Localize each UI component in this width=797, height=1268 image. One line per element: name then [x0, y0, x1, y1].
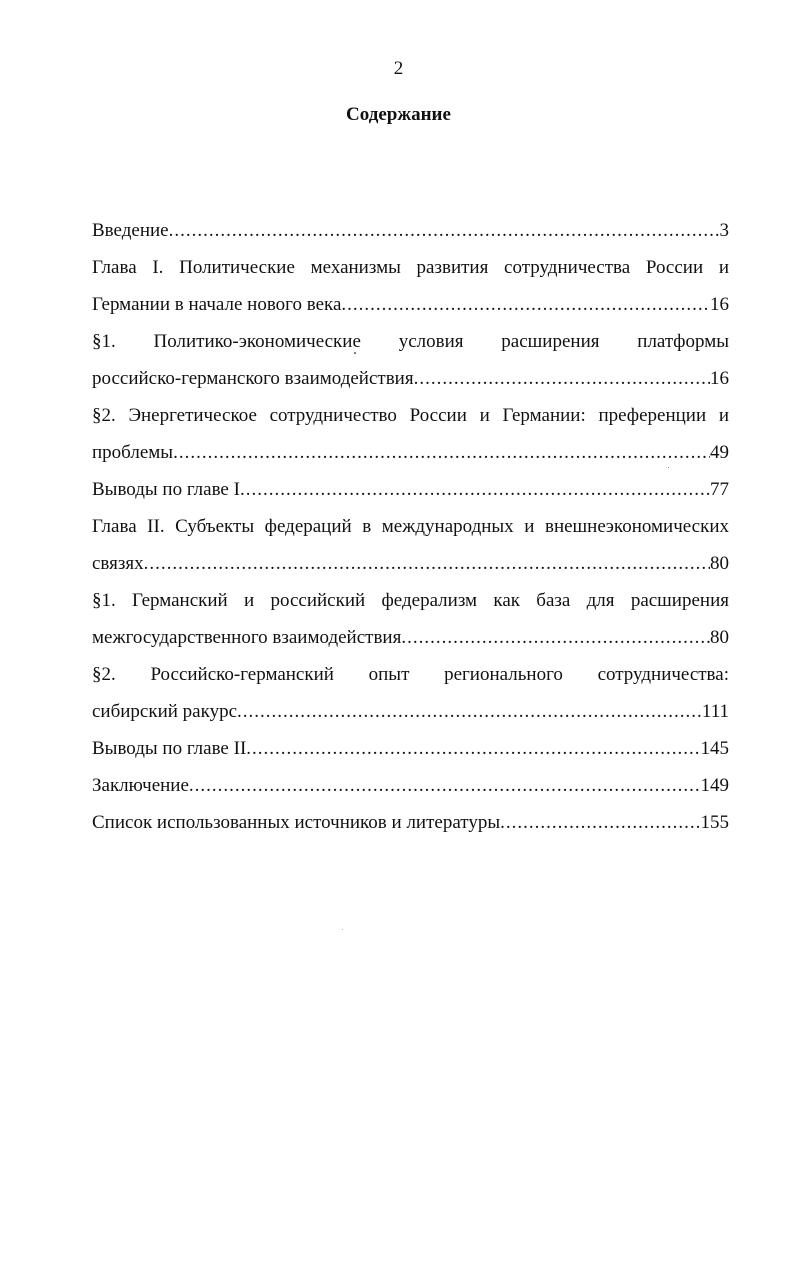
scan-speck: [342, 929, 343, 930]
toc-entry-page: 111: [701, 701, 729, 722]
toc-entry-chapter-1: [92, 286, 729, 323]
toc-entry-chapter-1-line1: Глава I. Политические механизмы развития сотрудничества России и: [92, 257, 729, 278]
toc-entry-title: Список использованных источников и литературы: [92, 812, 501, 833]
toc-entry-page: 149: [700, 775, 729, 796]
toc-entry-section-2-2: [92, 693, 729, 730]
toc-leader-dots: [173, 434, 710, 471]
toc-leader-dots: [246, 730, 700, 767]
toc-leader-dots: [500, 804, 700, 841]
toc-leader-dots: [341, 286, 710, 323]
toc-entry-section-1-1-line1: §1. Политико-экономические условия расширения платформы: [92, 331, 729, 352]
toc-entry-section-1-1: [92, 360, 729, 397]
toc-entry-conclusions-1: [92, 471, 729, 508]
toc-leader-dots: [144, 545, 710, 582]
toc-leader-dots: [401, 619, 710, 656]
toc-entry-title: российско-германского взаимодействия: [92, 368, 414, 389]
toc-entry-title: Выводы по главе I: [92, 479, 240, 500]
toc-entry-page: 16: [710, 368, 729, 389]
toc-entry-section-1-2: [92, 434, 729, 471]
toc-entry-section-1-2-line1: §2. Энергетическое сотрудничество России и Германии: преференции и: [92, 405, 729, 426]
toc-entry-bibliography: [92, 804, 729, 841]
toc-leader-dots: [169, 212, 720, 249]
toc-entry-title: межгосударственного взаимодействия: [92, 627, 402, 648]
toc-entry-title: Заключение: [92, 775, 189, 796]
toc-leader-dots: [414, 360, 710, 397]
toc-entry-page: 3: [719, 220, 729, 241]
toc-entry-introduction: [92, 212, 729, 249]
toc-entry-page: 145: [700, 738, 729, 759]
table-of-contents: [92, 212, 729, 841]
toc-leader-dots: [237, 693, 702, 730]
toc-entry-section-2-1-line1: §1. Германский и российский федерализм как база для расширения: [92, 590, 729, 611]
toc-entry-section-2-2-line1: §2. Российско-германский опыт регионального сотрудничества:: [92, 664, 729, 685]
scan-speck: [668, 467, 669, 468]
toc-entry-page: 16: [710, 294, 729, 315]
toc-entry-conclusions-2: [92, 730, 729, 767]
toc-leader-dots: [240, 471, 710, 508]
page-title: Содержание: [346, 104, 451, 125]
toc-entry-page: 80: [710, 627, 729, 648]
toc-entry-chapter-2-line1: Глава II. Субъекты федераций в международных и внешнеэкономических: [92, 516, 729, 537]
toc-entry-chapter-2: [92, 545, 729, 582]
toc-entry-page: 80: [710, 553, 729, 574]
toc-entry-section-2-1: [92, 619, 729, 656]
toc-entry-title: сибирский ракурс: [92, 701, 238, 722]
toc-entry-page: 155: [700, 812, 729, 833]
page-number: 2: [393, 58, 404, 79]
toc-entry-title: Германии в начале нового века: [92, 294, 342, 315]
toc-entry-title: Выводы по главе II: [92, 738, 247, 759]
toc-entry-title: связях: [92, 553, 144, 574]
toc-entry-title: проблемы: [92, 442, 174, 463]
toc-entry-title: Введение: [92, 220, 169, 241]
toc-entry-conclusion: [92, 767, 729, 804]
toc-leader-dots: [189, 767, 701, 804]
toc-entry-page: 77: [710, 479, 729, 500]
toc-entry-page: 49: [710, 442, 729, 463]
scan-speck: [354, 352, 356, 354]
